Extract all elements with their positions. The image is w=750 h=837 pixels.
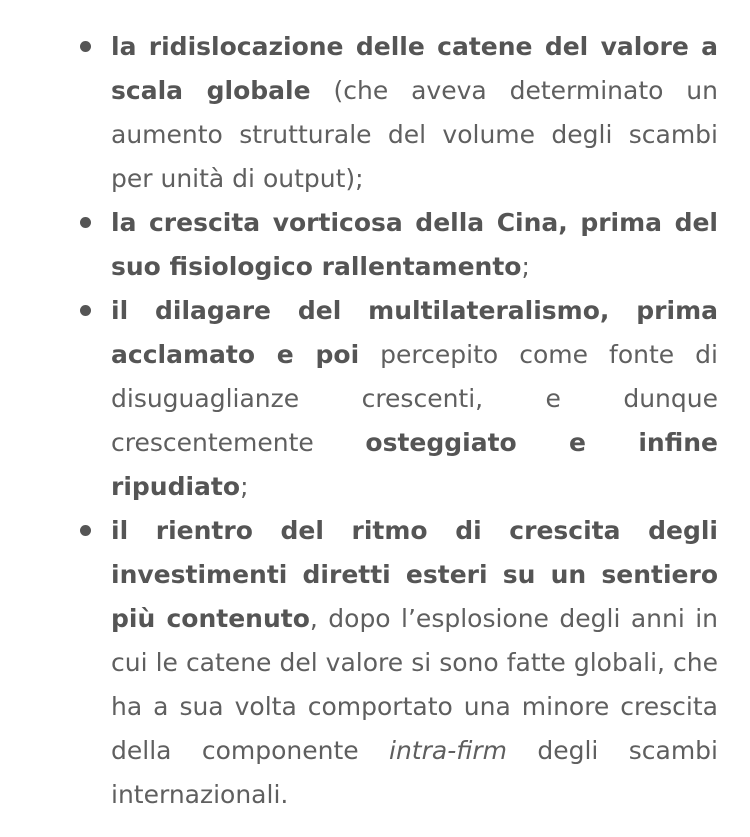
bullet-icon (80, 41, 91, 52)
plain-text: ; (240, 472, 249, 501)
bullet-list (0, 25, 750, 817)
plain-text: (che aveva determinato un aumento strutturale del volume degli scambi per unità di output); (111, 76, 718, 193)
plain-text: degli scambi internazionali. (111, 736, 718, 809)
list-item-text (111, 509, 718, 817)
plain-text: , dopo l’esplosione degli anni in cui le catene del valore si sono fatte globali, che ha a sua volta comportato una minore crescita della componente (111, 604, 719, 765)
bold-phrase: la ridislocazione delle catene del valore a scala globale (111, 32, 718, 105)
bold-phrase: il dilagare del multilateralismo, prima acclamato e poi (111, 296, 718, 369)
list-item-text (111, 289, 718, 509)
list-item-text (111, 201, 718, 289)
list-item (0, 201, 750, 289)
italic-term: intra-firm (389, 736, 507, 765)
list-item (0, 25, 750, 201)
plain-text: percepito come fonte di disuguaglianze crescenti, e dunque crescentemente (111, 340, 718, 457)
list-item (0, 289, 750, 509)
bold-phrase: il rientro del ritmo di crescita degli investimenti diretti esteri su un sentiero più contenuto (111, 516, 718, 633)
list-item-text (111, 25, 718, 201)
bullet-icon (80, 525, 91, 536)
bold-phrase: la crescita vorticosa della Cina, prima del suo fisiologico rallentamento (111, 208, 718, 281)
bullet-icon (80, 305, 91, 316)
bullet-icon (80, 217, 91, 228)
list-item (0, 509, 750, 817)
plain-text: ; (521, 252, 530, 281)
bold-phrase: osteggiato e infine ripudiato (111, 428, 718, 501)
